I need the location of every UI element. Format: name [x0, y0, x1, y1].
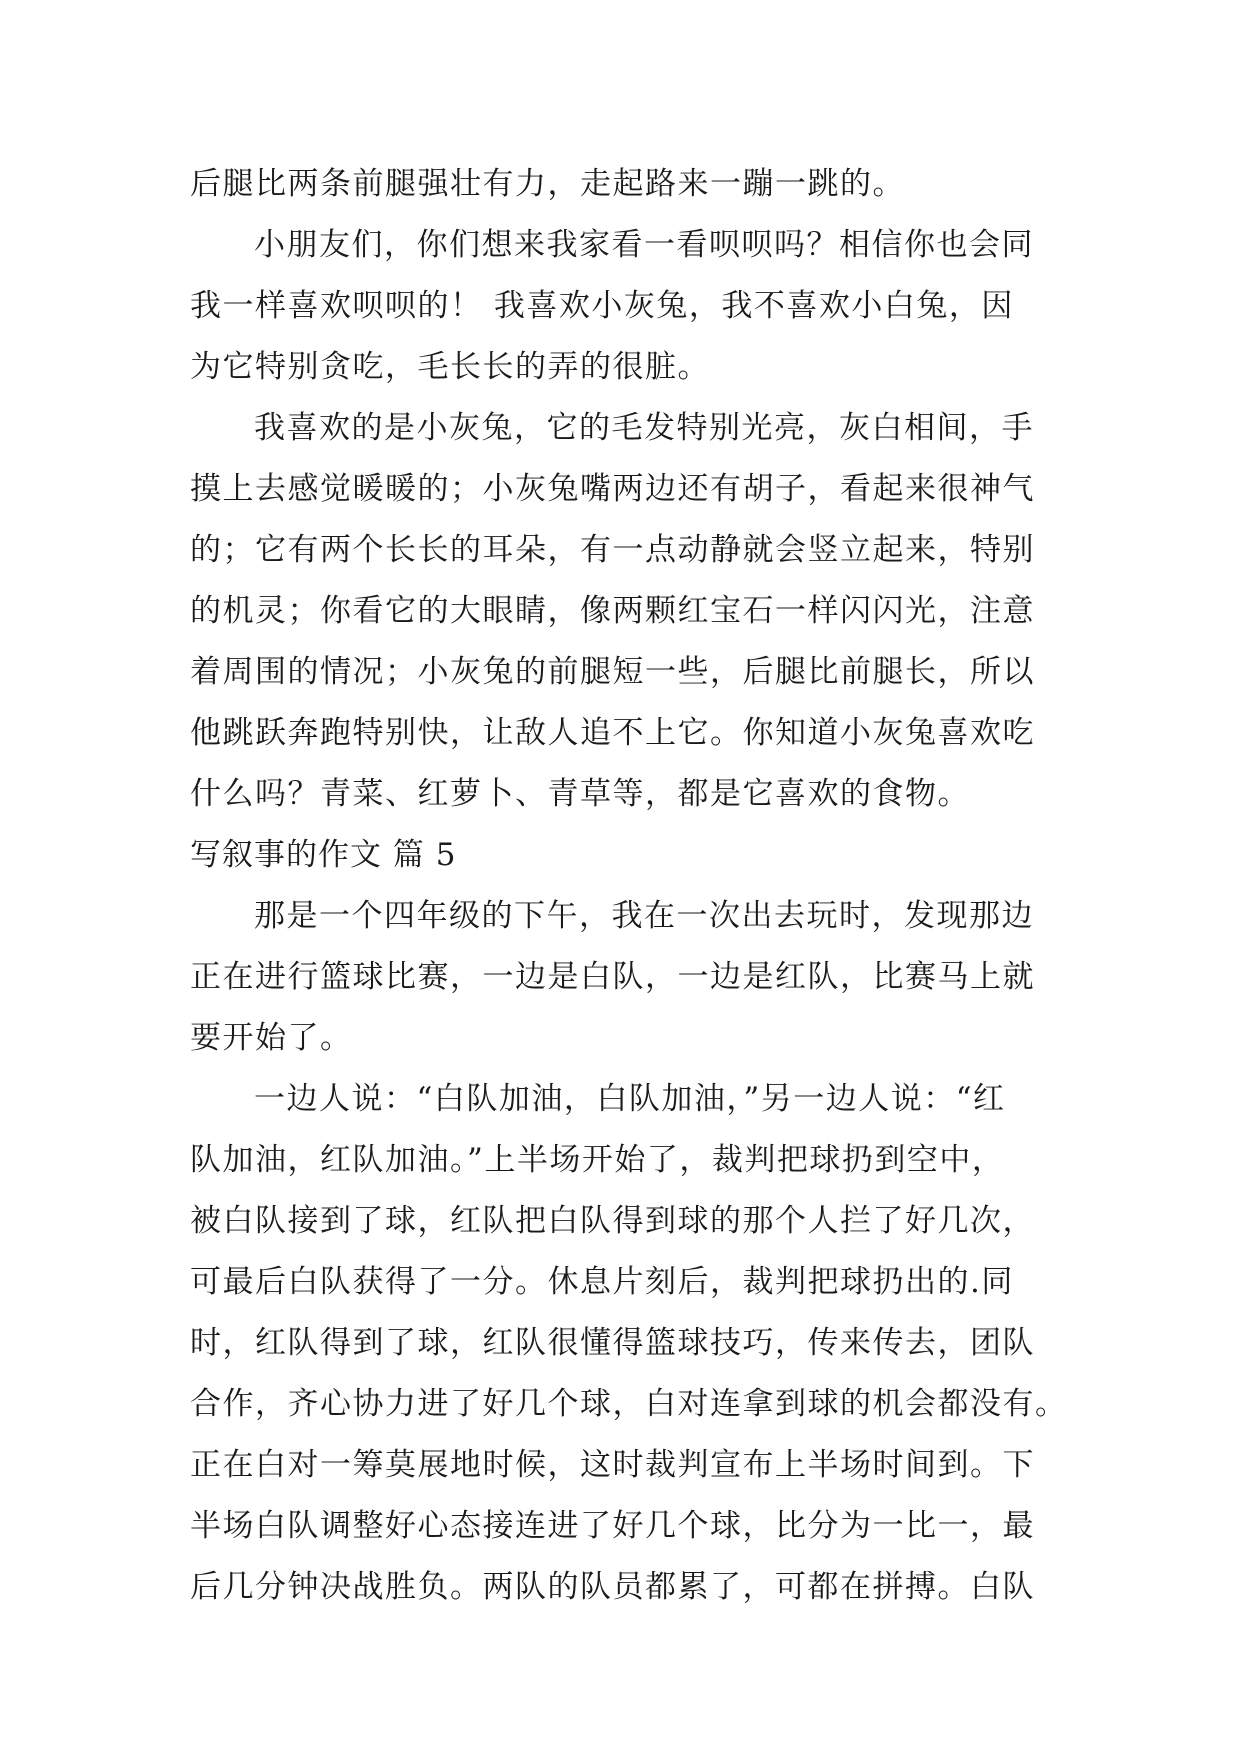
text-line: 的机灵；你看它的大眼睛，像两颗红宝石一样闪闪光，注意 — [190, 593, 1035, 629]
text-line: 被白队接到了球，红队把白队得到球的那个人拦了好几次， — [190, 1203, 1035, 1239]
text-line: 半场白队调整好心态接连进了好几个球，比分为一比一，最 — [190, 1508, 1035, 1544]
text-line: 那是一个四年级的下午，我在一次出去玩时，发现那边 — [254, 898, 1034, 934]
section-heading: 写叙事的作文 篇 5 — [190, 837, 457, 873]
text-line: 他跳跃奔跑特别快，让敌人追不上它。你知道小灰兔喜欢吃 — [190, 715, 1035, 751]
text-line: 可最后白队获得了一分。休息片刻后，裁判把球扔出的.同 — [190, 1264, 1014, 1300]
text-line: 什么吗？青菜、红萝卜、青草等，都是它喜欢的食物。 — [190, 776, 970, 812]
text-line: 为它特别贪吃，毛长长的弄的很脏。 — [190, 349, 710, 385]
text-line: 正在白对一筹莫展地时候，这时裁判宣布上半场时间到。下 — [190, 1447, 1035, 1483]
text-line: 一边人说：“白队加油，白队加油，”另一边人说：“红 — [254, 1081, 1006, 1117]
text-line: 我喜欢的是小灰兔，它的毛发特别光亮，灰白相间，手 — [254, 410, 1034, 446]
text-line: 正在进行篮球比赛，一边是白队，一边是红队，比赛马上就 — [190, 959, 1035, 995]
text-line: 队加油，红队加油。”上半场开始了，裁判把球扔到空中， — [190, 1142, 1005, 1178]
text-line: 我一样喜欢呗呗的！ 我喜欢小灰兔，我不喜欢小白兔，因 — [190, 288, 1014, 324]
text-line: 小朋友们，你们想来我家看一看呗呗吗？相信你也会同 — [254, 227, 1034, 263]
text-line: 要开始了。 — [190, 1020, 353, 1056]
text-line: 后几分钟决战胜负。两队的队员都累了，可都在拼搏。白队 — [190, 1569, 1035, 1605]
text-line: 着周围的情况；小灰兔的前腿短一些，后腿比前腿长，所以 — [190, 654, 1035, 690]
text-line: 合作，齐心协力进了好几个球，白对连拿到球的机会都没有。 — [190, 1386, 1068, 1422]
text-line: 后腿比两条前腿强壮有力，走起路来一蹦一跳的。 — [190, 166, 905, 202]
document-body — [190, 154, 1068, 1618]
text-line: 的；它有两个长长的耳朵，有一点动静就会竖立起来，特别 — [190, 532, 1035, 568]
text-line: 摸上去感觉暖暖的；小灰兔嘴两边还有胡子，看起来很神气 — [190, 471, 1035, 507]
text-line: 时，红队得到了球，红队很懂得篮球技巧，传来传去，团队 — [190, 1325, 1035, 1361]
